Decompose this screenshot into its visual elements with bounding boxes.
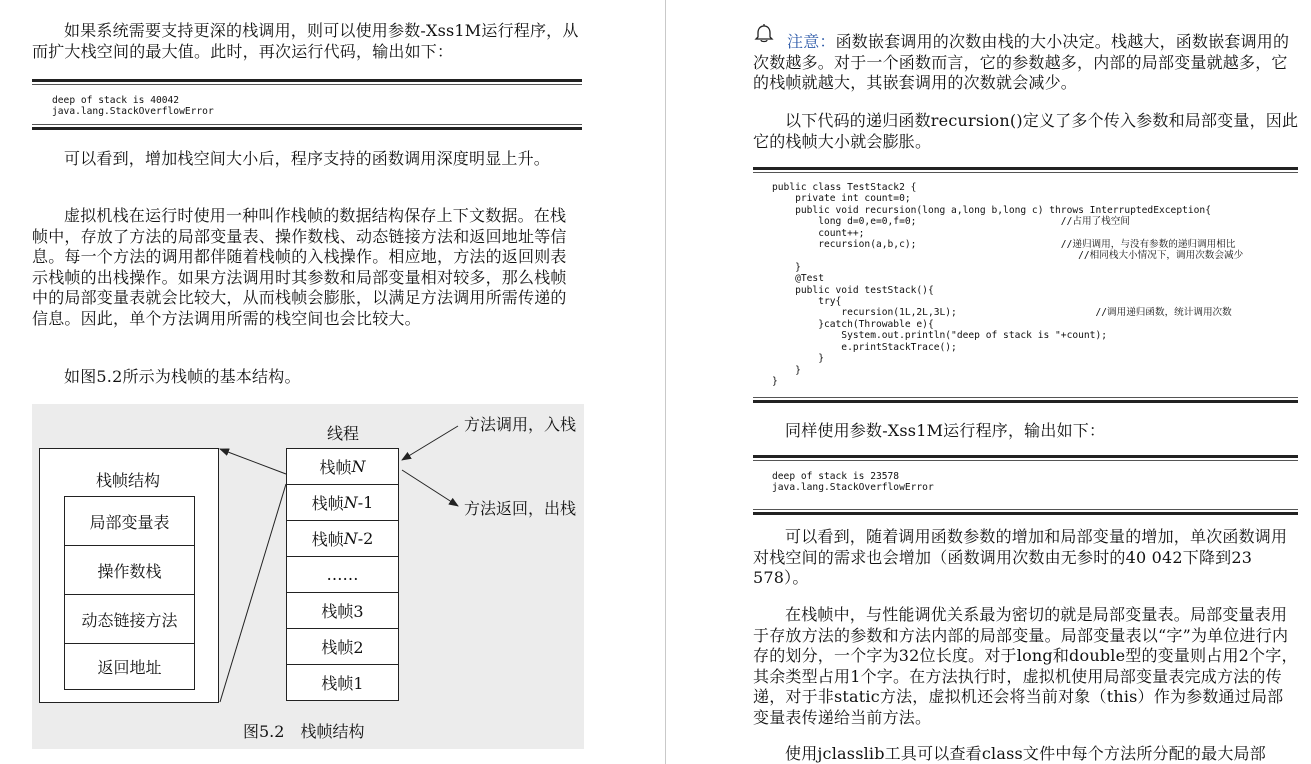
pop-label: 方法返回，出栈 [464, 499, 577, 518]
output2-rule-top-thin [753, 460, 1298, 461]
output-block-1: deep of stack is 40042 java.lang.StackOverflowError [52, 95, 214, 118]
note-text: 函数嵌套调用的次数由栈的大小决定。栈越大，函数嵌套调用的次数越多。对于一个函数而言，它的参数越多，内部的局部变量就越多，它的栈帧就越大，其嵌套调用的次数就会减少。 [753, 32, 1290, 92]
stack-frame-1: 栈帧1 [286, 664, 399, 701]
stack-frame-n-2: 栈帧 N -2 [286, 520, 399, 557]
output-rule-bottom-thin [32, 124, 582, 125]
stack-frame-n-label: N [351, 457, 366, 476]
output2-rule-bottom-thin [753, 509, 1298, 510]
frame-item-return-address: 返回地址 [64, 643, 195, 690]
stack-frame-n: 栈帧 N [286, 448, 399, 485]
output2-rule-top [753, 455, 1298, 458]
right-paragraph-2: 同样使用参数-Xss1M运行程序，输出如下： [785, 421, 1106, 440]
pop-arrow [402, 470, 458, 506]
frame-link-bottom [220, 484, 286, 702]
code-rule-top-thin [753, 172, 1298, 173]
stack-frame-ellipsis: …… [286, 556, 399, 593]
output-rule-top [32, 79, 582, 82]
push-label: 方法调用，入栈 [464, 415, 577, 434]
stack-frame-2: 栈帧2 [286, 628, 399, 665]
stack-frame-n-1-label: N [343, 493, 358, 512]
code-block: public class TestStack2 { private int count=0; public void recursion(long a,long b,long c) throws InterruptedException{ long d=0,e=0,f=0; //占用了栈空间 count++; recursion(a,b,c); //递归调用，与没有参数的递归调用相比 //相同栈大小情况下，调用次数会减少 } @Test public void testStack(){ try{ recursion(1L,2L,3L); //调用递归函数，统计调用次数 }catch(Throwable e){ System.out.println("deep of stack is "+count); e.printStackTrace(); } } } [772, 182, 1244, 387]
code-rule-top [753, 167, 1298, 170]
push-arrow [402, 426, 458, 460]
left-paragraph-4: 如图5.2所示为栈帧的基本结构。 [64, 367, 301, 386]
page-divider [665, 0, 666, 764]
frame-link-top [220, 449, 286, 474]
stack-frame-3: 栈帧3 [286, 592, 399, 629]
left-paragraph-3: 虚拟机栈在运行时使用一种叫作栈帧的数据结构保存上下文数据。在栈帧中，存放了方法的局部变量表、操作数栈、动态链接方法和返回地址等信息。每一个方法的调用都伴随着栈帧的入栈操作。相应地，方法的返回则表示栈帧的出栈操作。如果方法调用时其参数和局部变量相对较多，那么栈帧中的局部变量表就会比较大，从而栈帧会膨胀，以满足方法调用所需传递的信息。因此，单个方法调用所需的栈空间也会比较大。 [32, 206, 567, 328]
right-paragraph-3: 可以看到，随着调用函数参数的增加和局部变量的增加，单次函数调用对栈空间的需求也会增加（函数调用次数由无参时的40 042下降到23 578）。 [753, 527, 1288, 587]
figure-caption: 图5.2 栈帧结构 [243, 722, 365, 741]
frame-item-local-vars: 局部变量表 [64, 496, 195, 546]
left-paragraph-1: 如果系统需要支持更深的栈调用，则可以使用参数-Xss1M运行程序，从而扩大栈空间的最大值。此时，再次运行代码，输出如下： [32, 21, 579, 61]
right-paragraph-1: 以下代码的递归函数recursion()定义了多个传入参数和局部变量，因此它的栈帧大小就会膨胀。 [753, 111, 1299, 151]
right-paragraph-4: 在栈帧中，与性能调优关系最为密切的就是局部变量表。局部变量表用于存放方法的参数和方法内部的局部变量。局部变量表以“字”为单位进行内存的划分，一个字为32位长度。对于long和double型的变量则占用2个字，其余类型占用1个字。在方法执行时，虚拟机使用局部变量表完成方法的传递，对于非static方法，虚拟机还会将当前对象（this）作为参数通过局部变量表传递给当前方法。 [753, 605, 1298, 727]
right-paragraph-5: 使用jclasslib工具可以查看class文件中每个方法所分配的最大局部 [785, 744, 1266, 763]
output-rule-top-thin [32, 84, 582, 85]
frame-structure-title: 栈帧结构 [96, 471, 161, 490]
output-block-2: deep of stack is 23578 java.lang.StackOverflowError [772, 471, 934, 494]
stack-frame-n-1: 栈帧 N -1 [286, 484, 399, 521]
thread-title: 线程 [327, 424, 360, 443]
note-label: 注意： [787, 32, 836, 51]
left-paragraph-2: 可以看到，增加栈空间大小后，程序支持的函数调用深度明显上升。 [64, 149, 551, 168]
right-page [668, 0, 1311, 764]
stack-frame-figure [32, 404, 584, 749]
stack-frame-n-2-label: N [343, 529, 358, 548]
code-rule-bottom [753, 400, 1298, 403]
frame-item-operand-stack: 操作数栈 [64, 545, 195, 595]
bell-icon [753, 24, 775, 44]
frame-item-dynamic-linking: 动态链接方法 [64, 594, 195, 644]
output2-rule-bottom [753, 512, 1298, 515]
code-rule-bottom-thin [753, 397, 1298, 398]
note-paragraph [753, 32, 1299, 94]
output-rule-bottom [32, 127, 582, 130]
